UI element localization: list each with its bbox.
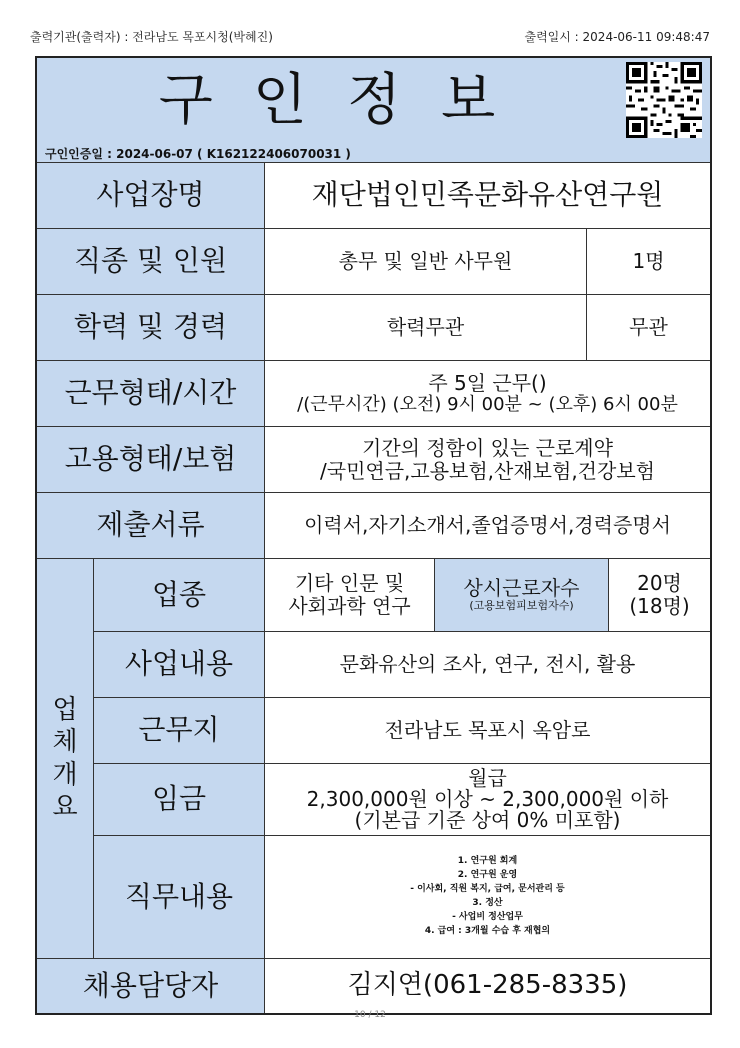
manager-label: 채용담당자	[37, 959, 265, 1013]
location-label: 근무지	[94, 698, 265, 764]
business-name-label: 사업장명	[37, 163, 265, 229]
overview-char-1: 업	[52, 694, 78, 725]
industry-line2: 사회과학 연구	[288, 594, 411, 618]
overview-label	[37, 559, 94, 959]
industry-label: 업종	[94, 559, 265, 632]
employment-line1: 기간의 정함이 있는 근로계약	[362, 435, 613, 460]
industry-value	[265, 559, 435, 632]
job-count: 1명	[587, 229, 710, 295]
industry-line1: 기타 인문 및	[294, 571, 405, 595]
employment-line2: /국민연금,고용보험,산재보험,건강보험	[320, 458, 655, 483]
business-content-label: 사업내용	[94, 632, 265, 698]
work-type-line1: 주 5일 근무()	[428, 370, 547, 395]
work-type-label: 근무형태/시간	[37, 361, 265, 427]
work-type-line2: /(근무시간) (오전) 9시 00분 ~ (오후) 6시 00분	[297, 393, 678, 415]
duty-line-3: - 이사회, 직원 복지, 급여, 문서관리 등	[410, 884, 565, 895]
output-datetime: 출력일시 : 2024-06-11 09:48:47	[524, 30, 710, 44]
business-content-value: 문화유산의 조사, 연구, 전시, 활용	[265, 632, 710, 698]
title-area	[37, 58, 710, 144]
regular-workers-value	[609, 559, 710, 632]
education-value: 학력무관	[265, 295, 587, 361]
wage-line3: (기본급 기준 상여 0% 미포함)	[354, 808, 621, 832]
wage-line2: 2,300,000원 이상 ~ 2,300,000원 이하	[306, 787, 669, 811]
wage-value	[265, 764, 710, 836]
location-value: 전라남도 목포시 옥암로	[265, 698, 710, 764]
output-agency: 출력기관(출력자) : 전라남도 목포시청(박혜진)	[30, 30, 273, 44]
qr-code-icon	[626, 62, 702, 138]
page-number: 10 / 12	[354, 1010, 386, 1020]
job-label: 직종 및 인원	[37, 229, 265, 295]
overview-char-2: 체	[52, 727, 78, 757]
regular-workers-title: 상시근로자수	[463, 576, 580, 601]
regular-workers-label	[435, 559, 609, 632]
certification-line: 구인인증일 : 2024-06-07 ( K162122406070031 )	[37, 144, 710, 163]
duties-value	[265, 836, 710, 959]
duty-line-6: 4. 급여 : 3개월 수습 후 재협의	[424, 925, 551, 936]
duty-line-4: 3. 정산	[472, 898, 503, 908]
regular-workers-line2: (18명)	[629, 594, 690, 618]
page-title: 구인정보	[158, 67, 536, 133]
employment-label: 고용형태/보험	[37, 427, 265, 493]
manager-value: 김지연(061-285-8335)	[265, 959, 710, 1013]
business-name-value: 재단법인민족문화유산연구원	[265, 163, 710, 229]
duty-line-1: 1. 연구원 회계	[457, 856, 518, 867]
duties-label: 직무내용	[94, 836, 265, 959]
education-label: 학력 및 경력	[37, 295, 265, 361]
overview-char-4: 요	[52, 792, 78, 822]
duty-line-5: - 사업비 정산업무	[452, 911, 523, 922]
overview-char-3: 개	[52, 759, 78, 790]
wage-line1: 월급	[468, 766, 507, 790]
documents-value: 이력서,자기소개서,졸업증명서,경력증명서	[265, 493, 710, 559]
regular-workers-line1: 20명	[637, 571, 682, 595]
work-type-value	[265, 361, 710, 427]
wage-label: 임금	[94, 764, 265, 836]
job-value: 총무 및 일반 사무원	[265, 229, 587, 295]
job-info-document	[35, 56, 712, 1015]
regular-workers-sub: (고용보험피보험자수)	[469, 599, 574, 613]
employment-value	[265, 427, 710, 493]
documents-label: 제출서류	[37, 493, 265, 559]
career-value: 무관	[587, 295, 710, 361]
duty-line-2: 2. 연구원 운영	[457, 870, 518, 881]
